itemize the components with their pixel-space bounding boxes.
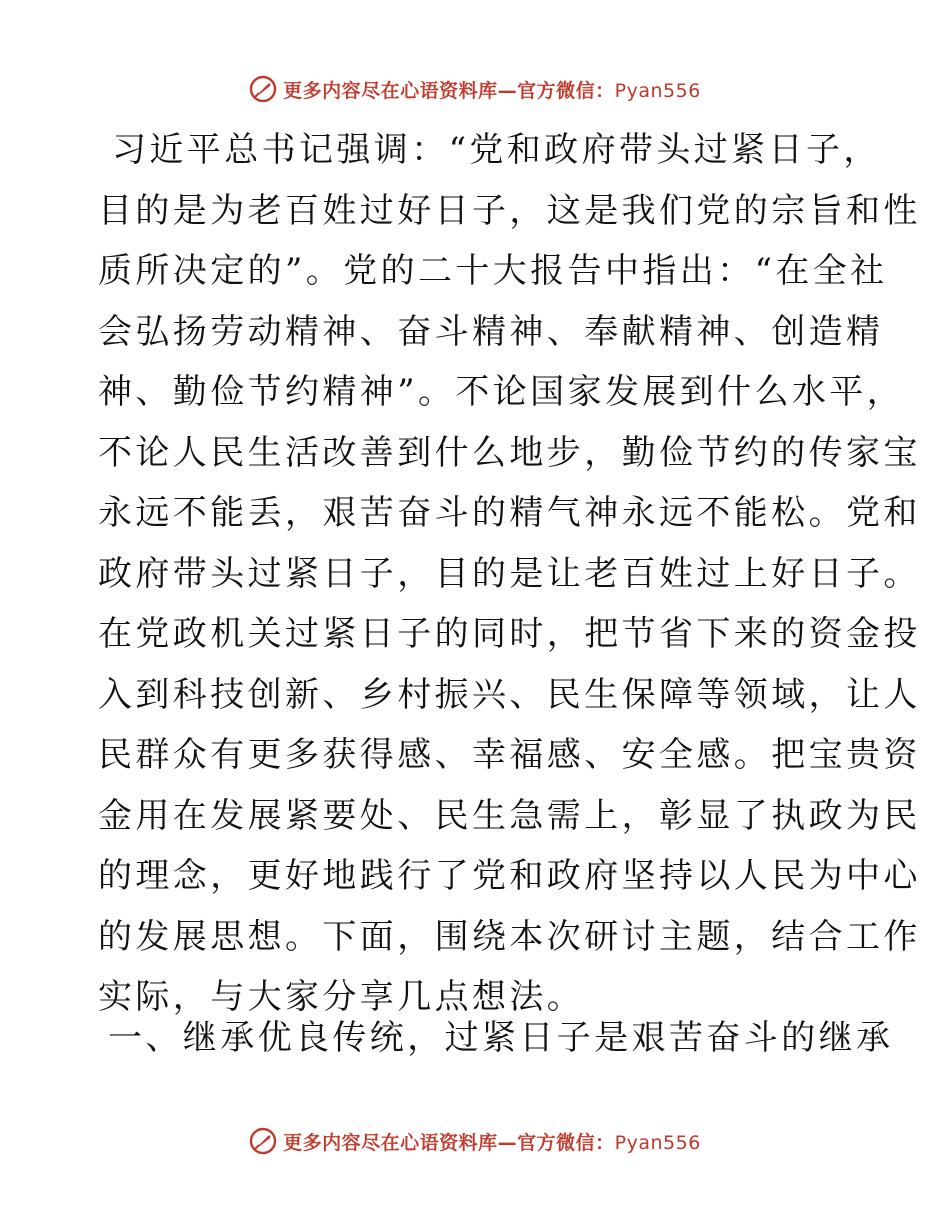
watermark-text: 更多内容尽在心语资料库—官方微信：Pyan556 bbox=[283, 1131, 701, 1154]
paragraph-line: 习近平总书记强调：“党和政府带头过紧日子， bbox=[112, 130, 881, 170]
paragraph-line: 民群众有更多获得感、幸福感、安全感。把宝贵资 bbox=[98, 735, 921, 775]
paragraph-line: 的发展思想。下面，围绕本次研讨主题，结合工作 bbox=[98, 916, 921, 957]
paragraph-line: 不论人民生活改善到什么地步，勤俭节约的传家宝 bbox=[98, 432, 921, 473]
paragraph-line: 入到科技创新、乡村振兴、民生保障等领域，让人 bbox=[98, 674, 921, 715]
paragraph-line: 会弘扬劳动精神、奋斗精神、奉献精神、创造精 bbox=[98, 311, 884, 352]
feather-pen-logo-icon bbox=[249, 75, 277, 103]
wechat-id: Pyan556 bbox=[614, 1131, 701, 1154]
paragraph-line: 政府带头过紧日子，目的是让老百姓过上好日子。 bbox=[98, 553, 921, 594]
header-watermark bbox=[0, 74, 950, 104]
paragraph-line: 神、勤俭节约精神”。不论国家发展到什么水平， bbox=[98, 372, 905, 412]
footer-watermark bbox=[0, 1126, 950, 1156]
paragraph-line: 永远不能丢，艰苦奋斗的精气神永远不能松。党和 bbox=[98, 493, 921, 533]
wechat-id: Pyan556 bbox=[614, 79, 701, 102]
section-heading: 一、继承优良传统，过紧日子是艰苦奋斗的继承 bbox=[108, 1018, 894, 1058]
watermark-text: 更多内容尽在心语资料库—官方微信：Pyan556 bbox=[283, 79, 701, 102]
paragraph-line: 在党政机关过紧日子的同时，把节省下来的资金投 bbox=[98, 614, 921, 654]
paragraph-line: 的理念，更好地践行了党和政府坚持以人民为中心 bbox=[98, 856, 921, 896]
paragraph-line: 实际，与大家分享几点想法。 bbox=[98, 977, 585, 1017]
paragraph-line: 目的是为老百姓过好日子，这是我们党的宗旨和性 bbox=[98, 190, 921, 231]
body-paragraph bbox=[98, 120, 921, 1028]
paragraph-line: 金用在发展紧要处、民生急需上，彰显了执政为民 bbox=[98, 795, 921, 836]
feather-pen-logo-icon bbox=[249, 1127, 277, 1155]
paragraph-line: 质所决定的”。党的二十大报告中指出：“在全社 bbox=[98, 251, 888, 291]
